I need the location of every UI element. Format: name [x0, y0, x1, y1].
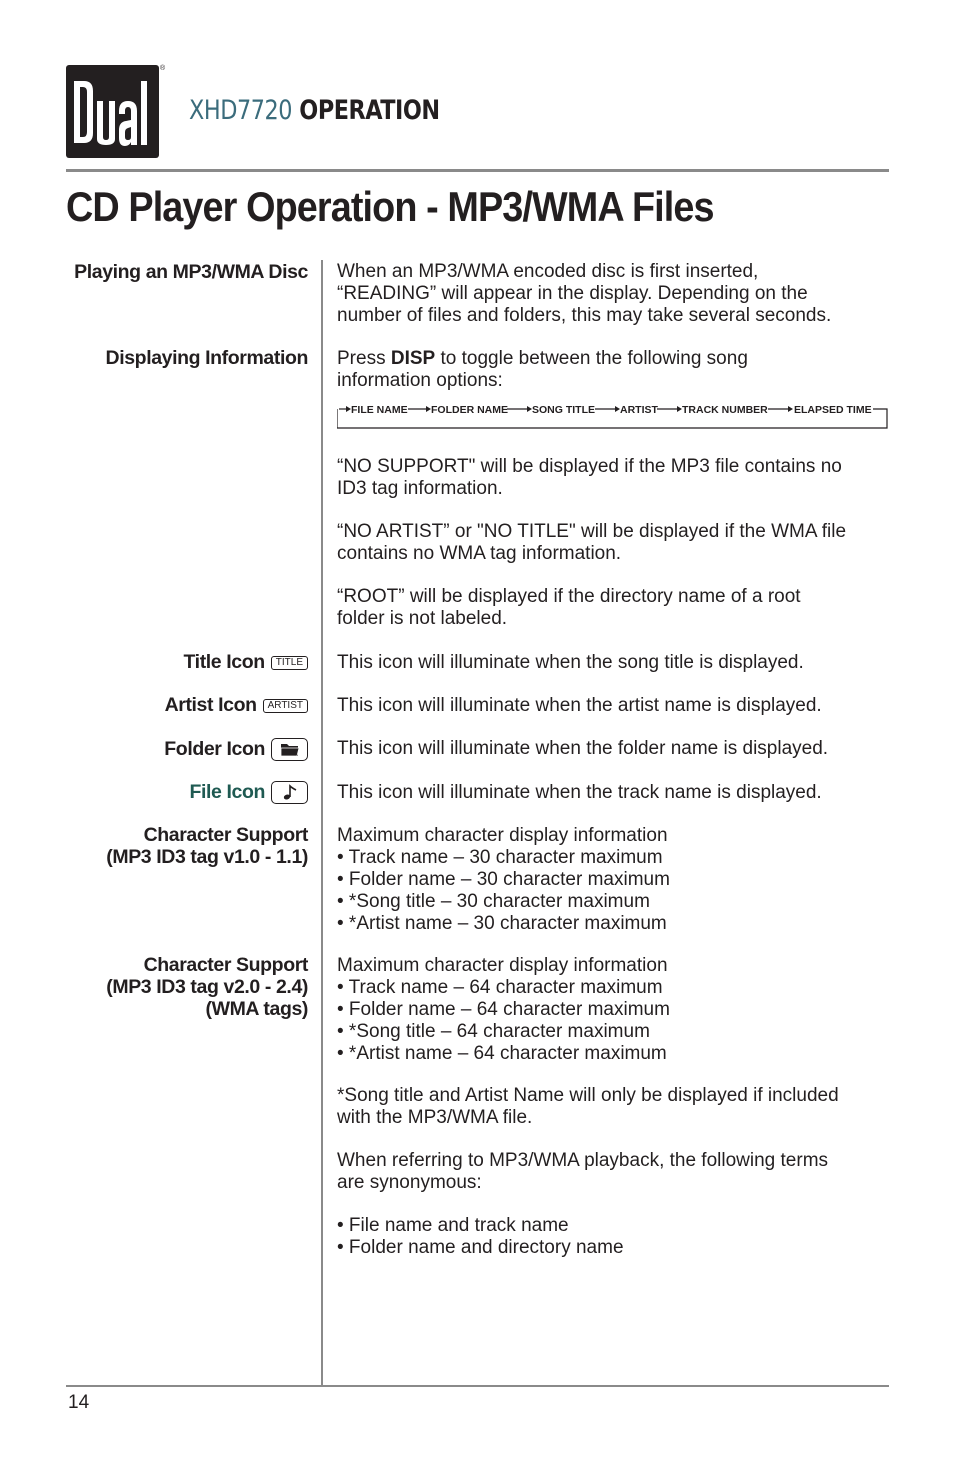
dual-logo-mark — [66, 65, 159, 158]
label-text: File Icon — [189, 781, 265, 803]
label-folder-icon — [164, 738, 308, 761]
label-file-icon — [190, 781, 309, 804]
label-playing: Playing an MP3/WMA Disc — [74, 261, 308, 283]
folder-icon — [271, 738, 308, 761]
press-word: Press — [337, 348, 391, 369]
label-text: Folder Icon — [164, 738, 265, 760]
text-line: ID3 tag information. — [337, 478, 503, 499]
text-displaying — [337, 348, 889, 392]
label-line: (WMA tags) — [205, 998, 308, 1020]
registered-mark: ® — [160, 65, 166, 72]
text-line: information options: — [337, 370, 503, 391]
text-line: “ROOT” will be displayed if the directory name of a root — [337, 586, 801, 607]
note-root — [337, 586, 889, 630]
page-number: 14 — [68, 1392, 90, 1413]
list-item: • Track name – 30 character maximum — [337, 847, 663, 868]
label-char-v1 — [106, 824, 308, 868]
label-line: (MP3 ID3 tag v1.0 - 1.1) — [106, 846, 308, 868]
model-name: XHD7720 — [189, 95, 292, 126]
list-item: • Track name – 64 character maximum — [337, 977, 663, 998]
label-line: Character Support — [143, 824, 308, 846]
text-char-v1 — [337, 825, 889, 935]
flow-track-number: TRACK NUMBER — [682, 404, 768, 416]
text-playing — [337, 261, 889, 327]
text-line: When referring to MP3/WMA playback, the following terms — [337, 1150, 829, 1171]
list-item: • Folder name – 30 character maximum — [337, 869, 670, 890]
text-title-icon: This icon will illuminate when the song title is displayed. — [337, 652, 804, 673]
text-line: are synonymous: — [337, 1172, 482, 1193]
text-line: Maximum character display information — [337, 825, 668, 846]
label-artist-icon — [165, 694, 308, 716]
text-line: with the MP3/WMA file. — [337, 1107, 533, 1128]
text-artist-icon: This icon will illuminate when the artist name is displayed. — [337, 695, 822, 716]
header-title — [189, 95, 440, 126]
page-title: CD Player Operation - MP3/WMA Files — [66, 183, 714, 230]
label-text: Title Icon — [183, 651, 265, 673]
title-icon: TITLE — [271, 656, 308, 670]
label-char-v2 — [106, 954, 308, 1020]
list-item: • *Artist name – 64 character maximum — [337, 1043, 667, 1064]
flow-song-title: SONG TITLE — [532, 404, 595, 416]
artist-icon: ARTIST — [263, 699, 308, 713]
text-line: When an MP3/WMA encoded disc is first inserted, — [337, 261, 759, 282]
text-line: *Song title and Artist Name will only be displayed if included — [337, 1085, 839, 1106]
flow-folder-name: FOLDER NAME — [431, 404, 508, 416]
label-title-icon — [184, 651, 308, 673]
footer-rule — [66, 1385, 889, 1387]
header-rule — [66, 169, 889, 172]
synonyms-list — [337, 1215, 889, 1259]
list-item: • *Song title – 64 character maximum — [337, 1021, 650, 1042]
list-item: • *Song title – 30 character maximum — [337, 891, 650, 912]
list-item: • Folder name – 64 character maximum — [337, 999, 670, 1020]
text-line: “NO ARTIST” or "NO TITLE" will be displayed if the WMA file — [337, 521, 847, 542]
column-divider — [321, 260, 323, 1386]
label-text: Artist Icon — [164, 694, 257, 716]
text-line — [337, 348, 889, 370]
text-line: “NO SUPPORT" will be displayed if the MP3 file contains no — [337, 456, 842, 477]
text-line: folder is not labeled. — [337, 608, 508, 629]
line-rest: to toggle between the following song — [435, 348, 748, 369]
dual-logo — [66, 65, 159, 158]
text-char-v2 — [337, 955, 889, 1065]
flow-file-name: FILE NAME — [351, 404, 408, 416]
music-note-icon — [271, 781, 308, 804]
text-line: contains no WMA tag information. — [337, 543, 622, 564]
label-line: (MP3 ID3 tag v2.0 - 2.4) — [106, 976, 308, 998]
text-line: “READING” will appear in the display. Depending on the — [337, 283, 808, 304]
text-file-icon: This icon will illuminate when the track name is displayed. — [337, 782, 822, 803]
text-line: number of files and folders, this may take several seconds. — [337, 305, 832, 326]
section-name: OPERATION — [299, 95, 440, 126]
label-line: Character Support — [143, 954, 308, 976]
flow-elapsed-time: ELAPSED TIME — [794, 404, 872, 416]
list-item: • *Artist name – 30 character maximum — [337, 913, 667, 934]
note-no-support — [337, 456, 889, 500]
footnote — [337, 1085, 889, 1129]
flow-artist: ARTIST — [620, 404, 658, 416]
disp-button-ref: DISP — [390, 348, 436, 369]
text-folder-icon: This icon will illuminate when the folder name is displayed. — [337, 738, 829, 759]
synonyms-intro — [337, 1150, 889, 1194]
list-item: • Folder name and directory name — [337, 1237, 624, 1258]
label-displaying: Displaying Information — [105, 347, 308, 369]
note-no-artist — [337, 521, 889, 565]
list-item: • File name and track name — [337, 1215, 569, 1236]
text-line: Maximum character display information — [337, 955, 668, 976]
display-cycle-diagram — [337, 398, 889, 430]
